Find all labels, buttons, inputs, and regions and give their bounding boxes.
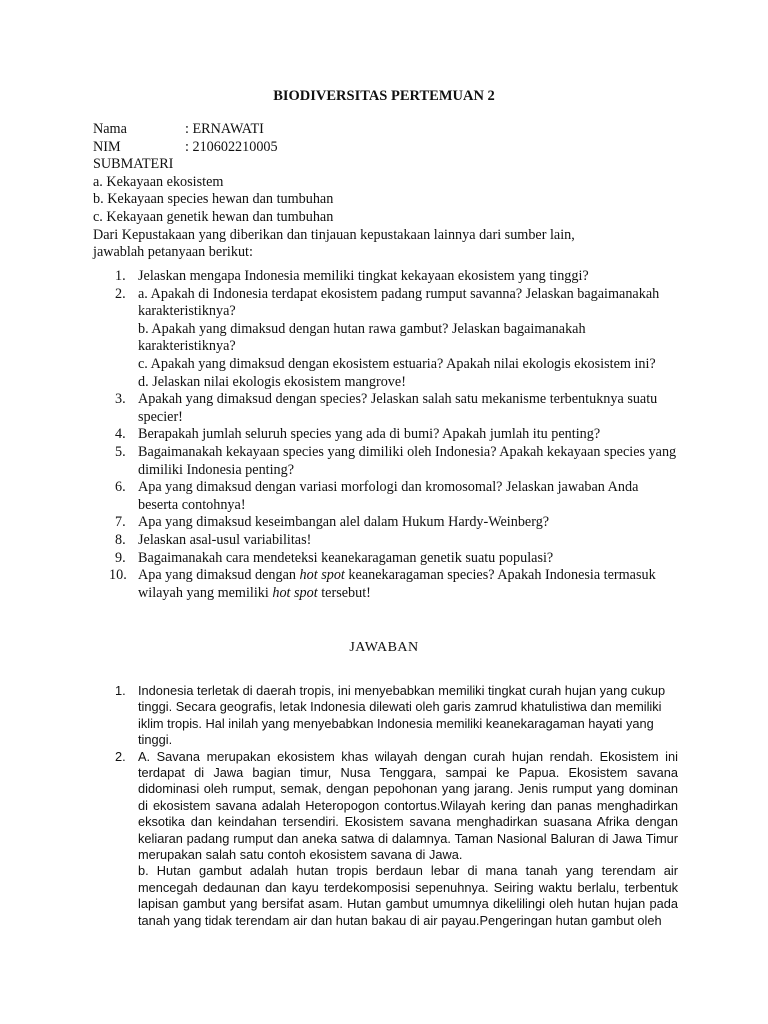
question-text: Bagaimanakah kekayaan species yang dimiliki oleh Indonesia? Apakah kekayaan species yang dimiliki Indonesia penting?: [138, 443, 677, 478]
answers-heading: JAWABAN: [349, 640, 419, 655]
question-list: [93, 268, 678, 602]
question-number: 4.: [115, 426, 126, 443]
answer-item: [93, 683, 678, 749]
question-text: Apakah yang dimaksud dengan species? Jelaskan salah satu mekanisme terbentuknya suatu specier!: [138, 391, 658, 425]
question-item: [93, 550, 678, 568]
answer-item: [93, 749, 678, 929]
question-number: 2.: [115, 285, 126, 302]
question-number: 10.: [109, 567, 127, 584]
question-number: 1.: [115, 268, 126, 284]
question-text: keanekaragaman species? Apakah Indonesia termasuk wilayah yang memiliki: [138, 567, 656, 601]
question-text: Jelaskan asal-usul variabilitas!: [138, 531, 312, 548]
document-title: BIODIVERSITAS PERTEMUAN 2: [273, 88, 495, 104]
question-text: Jelaskan mengapa Indonesia memiliki tingkat kekayaan ekosistem yang tinggi?: [138, 268, 589, 284]
question-text: Apa yang dimaksud keseimbangan alel dalam Hukum Hardy-Weinberg?: [138, 514, 550, 531]
student-info: [93, 121, 678, 262]
question-subpart: d. Jelaskan nilai ekologis ekosistem mangrove!: [138, 373, 406, 390]
question-text: Apa yang dimaksud dengan variasi morfologi dan kromosomal? Jelaskan jawaban Anda beserta contohnya!: [138, 479, 639, 513]
question-item: [93, 479, 678, 514]
question-subpart: c. Apakah yang dimaksud dengan ekosistem estuaria? Apakah nilai ekologis ekosistem ini?: [138, 355, 656, 372]
answer-number: 2.: [115, 748, 126, 764]
question-item: [93, 567, 678, 602]
name-row: [93, 121, 678, 139]
question-subpart: a. Apakah di Indonesia terdapat ekosistem padang rumput savanna? Jelaskan bagaimanakah karakteristiknya?: [138, 285, 660, 320]
question-item: [93, 444, 678, 479]
submateri-item: a. Kekayaan ekosistem: [93, 173, 224, 190]
question-number: 3.: [115, 391, 126, 408]
question-text: Berapakah jumlah seluruh species yang ada di bumi? Apakah jumlah itu penting?: [138, 426, 601, 443]
question-emphasis: hot spot: [299, 567, 345, 584]
question-number: 5.: [115, 443, 126, 460]
answer-number: 1.: [115, 683, 126, 698]
question-item: [93, 286, 678, 392]
nim-row: [93, 139, 678, 157]
instruction-line: jawablah petanyaan berikut:: [93, 244, 253, 261]
submateri-item: b. Kekayaan species hewan dan tumbuhan: [93, 191, 334, 208]
question-number: 8.: [115, 531, 126, 548]
instruction-line: Dari Kepustakaan yang diberikan dan tinjauan kepustakaan lainnya dari sumber lain,: [93, 226, 575, 243]
submateri-item: c. Kekayaan genetik hewan dan tumbuhan: [93, 208, 334, 225]
question-text: tersebut!: [317, 584, 371, 601]
question-number: 7.: [115, 514, 126, 531]
question-item: [93, 268, 678, 286]
question-item: [93, 514, 678, 532]
answer-text: Indonesia terletak di daerah tropis, ini menyebabkan memiliki tingkat curah hujan yang cukup tinggi. Secara geografis, letak Indonesia dilewati oleh garis zamrud khatulistiwa dan memiliki iklim tropis. Hal inilah yang menyebabkan Indonesia memiliki keanekaragaman hayati yang tinggi.: [138, 683, 666, 748]
nim-label: NIM: [93, 138, 121, 155]
name-label: Nama: [93, 121, 127, 137]
nim-value: : 210602210005: [185, 138, 278, 155]
question-item: [93, 391, 678, 426]
answer-subpart: b. Hutan gambut adalah hutan tropis berdaun lebar di mana tanah yang terendam air mencegah dedaunan dan kayu terdekomposisi sepenuhnya. Seiring waktu berlalu, terbentuk lapisan gambut yang bersifat asam. Hutan gambut umumnya dikelilingi oleh hutan hujan pada tanah yang tidak terendam air dan hutan bakau di air payau.Pengeringan hutan gambut oleh: [138, 863, 678, 928]
question-subpart: b. Apakah yang dimaksud dengan hutan rawa gambut? Jelaskan bagaimanakah karakteristiknya?: [138, 320, 586, 355]
question-number: 6.: [115, 479, 126, 496]
answer-list: [93, 683, 678, 929]
question-emphasis: hot spot: [272, 584, 318, 601]
question-text: Apa yang dimaksud dengan: [138, 567, 300, 584]
question-number: 9.: [115, 549, 126, 566]
question-text: Bagaimanakah cara mendeteksi keanekaragaman genetik suatu populasi?: [138, 549, 554, 566]
submateri-heading: SUBMATERI: [93, 156, 174, 173]
question-item: [93, 532, 678, 550]
question-item: [93, 426, 678, 444]
answer-subpart: A. Savana merupakan ekosistem khas wilayah dengan curah hujan rendah. Ekosistem ini terdapat di Jawa bagian timur, Nusa Tenggara, sampai ke Papua. Ekosistem savana didominasi oleh rumput, semak, dengan pepohonan yang jarang. Jenis rumput yang dominan di ekosistem savana adalah Heteropogon contortus.Wilayah kering dan panas menghadirkan eksotika dan keindahan tersendiri. Ekosistem savana menghadirkan suasana Afrika dengan keliaran padang rumput dan aneka satwa di dalamnya. Taman Nasional Baluran di Jawa Timur merupakan salah satu contoh ekosistem savana di Jawa.: [138, 748, 678, 863]
name-value: : ERNAWATI: [185, 121, 264, 137]
